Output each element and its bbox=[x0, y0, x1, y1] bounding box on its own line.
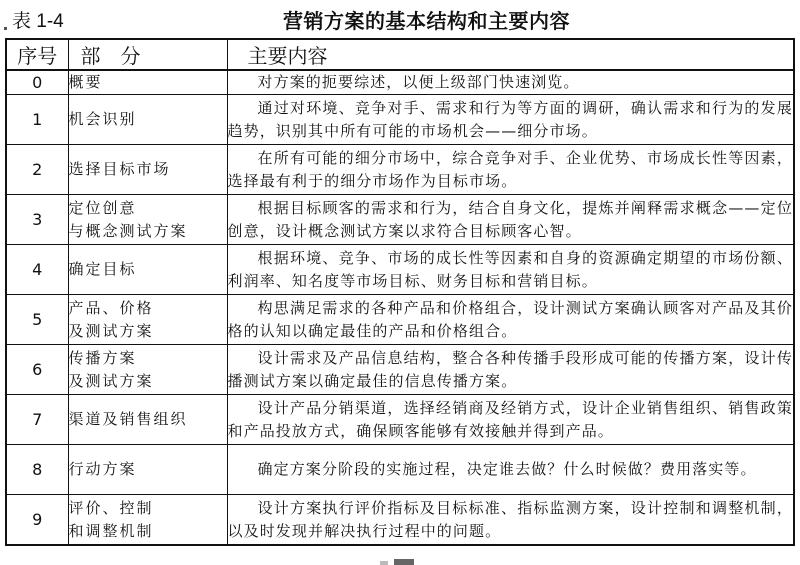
row-part-line: 评价、控制 bbox=[68, 498, 154, 517]
row-content-text: 确定方案分阶段的实施过程，决定谁去做？什么时候做？费用落实等。 bbox=[257, 460, 757, 478]
row-part-line: 与概念测试方案 bbox=[68, 221, 188, 240]
marketing-plan-structure-table bbox=[5, 38, 795, 546]
row-content-text: 构思满足需求的各种产品和价格组合，设计测试方案确认顾客对产品及其价格的认知以确定最佳的产品和价格组合。 bbox=[227, 298, 793, 340]
row-content-text: 通过对环境、竞争对手、需求和行为等方面的调研，确认需求和行为的发展趋势，识别其中所有可能的市场机会——细分市场。 bbox=[227, 98, 793, 140]
row-content-text: 在所有可能的细分市场中，综合竞争对手、企业优势、市场成长性等因素，选择最有利于的细分市场作为目标市场。 bbox=[227, 148, 793, 190]
row-part bbox=[68, 195, 227, 245]
edge-mark-dark bbox=[394, 559, 414, 565]
row-content-text: 设计需求及产品信息结构，整合各种传播手段形成可能的传播方案，设计传播测试方案以确定最佳的信息传播方案。 bbox=[227, 348, 793, 390]
table-row bbox=[6, 70, 794, 95]
row-part-line: 渠道及销售组织 bbox=[68, 410, 188, 428]
row-number: 0 bbox=[6, 70, 68, 95]
row-part-line: 选择目标市场 bbox=[68, 160, 171, 178]
row-content bbox=[227, 345, 794, 395]
row-part bbox=[68, 345, 227, 395]
row-part-line: 及测试方案 bbox=[68, 371, 154, 390]
row-number: 7 bbox=[6, 395, 68, 445]
row-part bbox=[68, 70, 227, 95]
table-title: 营销方案的基本结构和主要内容 bbox=[283, 9, 570, 33]
row-content bbox=[227, 295, 794, 345]
row-part-line: 定位创意 bbox=[68, 198, 137, 217]
table-row bbox=[6, 245, 794, 295]
row-content-text: 根据目标顾客的需求和行为，结合自身文化，提炼并阐释需求概念——定位创意，设计概念测试方案以求符合目标顾客心智。 bbox=[227, 198, 793, 240]
table-row bbox=[6, 445, 794, 495]
table-caption bbox=[0, 0, 800, 38]
page-edge-marks bbox=[380, 558, 420, 565]
row-part bbox=[68, 95, 227, 145]
table-row bbox=[6, 195, 794, 245]
row-content-text: 对方案的扼要综述，以便上级部门快速浏览。 bbox=[257, 73, 580, 91]
row-number: 5 bbox=[6, 295, 68, 345]
row-number: 2 bbox=[6, 145, 68, 195]
table-row bbox=[6, 95, 794, 145]
table-row bbox=[6, 295, 794, 345]
row-part bbox=[68, 445, 227, 495]
row-content bbox=[227, 245, 794, 295]
row-number: 4 bbox=[6, 245, 68, 295]
row-content bbox=[227, 445, 794, 495]
row-content-text: 根据环境、竞争、市场的成长性等因素和自身的资源确定期望的市场份额、利润率、知名度等市场目标、财务目标和营销目标。 bbox=[227, 248, 793, 290]
row-part-line: 传播方案 bbox=[68, 348, 137, 367]
row-part bbox=[68, 395, 227, 445]
table-header-row bbox=[6, 39, 794, 70]
row-part-line: 产品、价格 bbox=[68, 298, 154, 317]
row-content bbox=[227, 70, 794, 95]
row-part-line: 和调整机制 bbox=[68, 521, 154, 540]
row-part-line: 确定目标 bbox=[68, 260, 137, 278]
table-row bbox=[6, 145, 794, 195]
margin-dot-mark bbox=[4, 27, 7, 30]
row-content bbox=[227, 395, 794, 445]
table-row bbox=[6, 395, 794, 445]
header-content: 主要内容 bbox=[227, 39, 794, 70]
row-part bbox=[68, 495, 227, 546]
edge-mark-light bbox=[380, 561, 388, 565]
row-number: 9 bbox=[6, 495, 68, 546]
row-part bbox=[68, 295, 227, 345]
row-content-text: 设计产品分销渠道，选择经销商及经销方式，设计企业销售组织、销售政策和产品投放方式，确保顾客能够有效接触并得到产品。 bbox=[227, 398, 793, 440]
row-content bbox=[227, 195, 794, 245]
table-row bbox=[6, 495, 794, 546]
row-part-line: 概要 bbox=[68, 73, 103, 91]
row-number: 8 bbox=[6, 445, 68, 495]
row-content bbox=[227, 495, 794, 546]
row-part-line: 及测试方案 bbox=[68, 321, 154, 340]
row-part bbox=[68, 245, 227, 295]
row-part-line: 行动方案 bbox=[68, 460, 137, 478]
header-part: 部 分 bbox=[68, 39, 227, 70]
table-number-label: 表 1-4 bbox=[12, 11, 64, 32]
table-row bbox=[6, 345, 794, 395]
row-content bbox=[227, 95, 794, 145]
row-part-line: 机会识别 bbox=[68, 110, 137, 128]
row-part bbox=[68, 145, 227, 195]
row-number: 3 bbox=[6, 195, 68, 245]
row-number: 1 bbox=[6, 95, 68, 145]
row-content bbox=[227, 145, 794, 195]
header-number: 序号 bbox=[6, 39, 68, 70]
row-number: 6 bbox=[6, 345, 68, 395]
row-content-text: 设计方案执行评价指标及目标标准、指标监测方案，设计控制和调整机制，以及时发现并解决执行过程中的问题。 bbox=[227, 498, 793, 540]
